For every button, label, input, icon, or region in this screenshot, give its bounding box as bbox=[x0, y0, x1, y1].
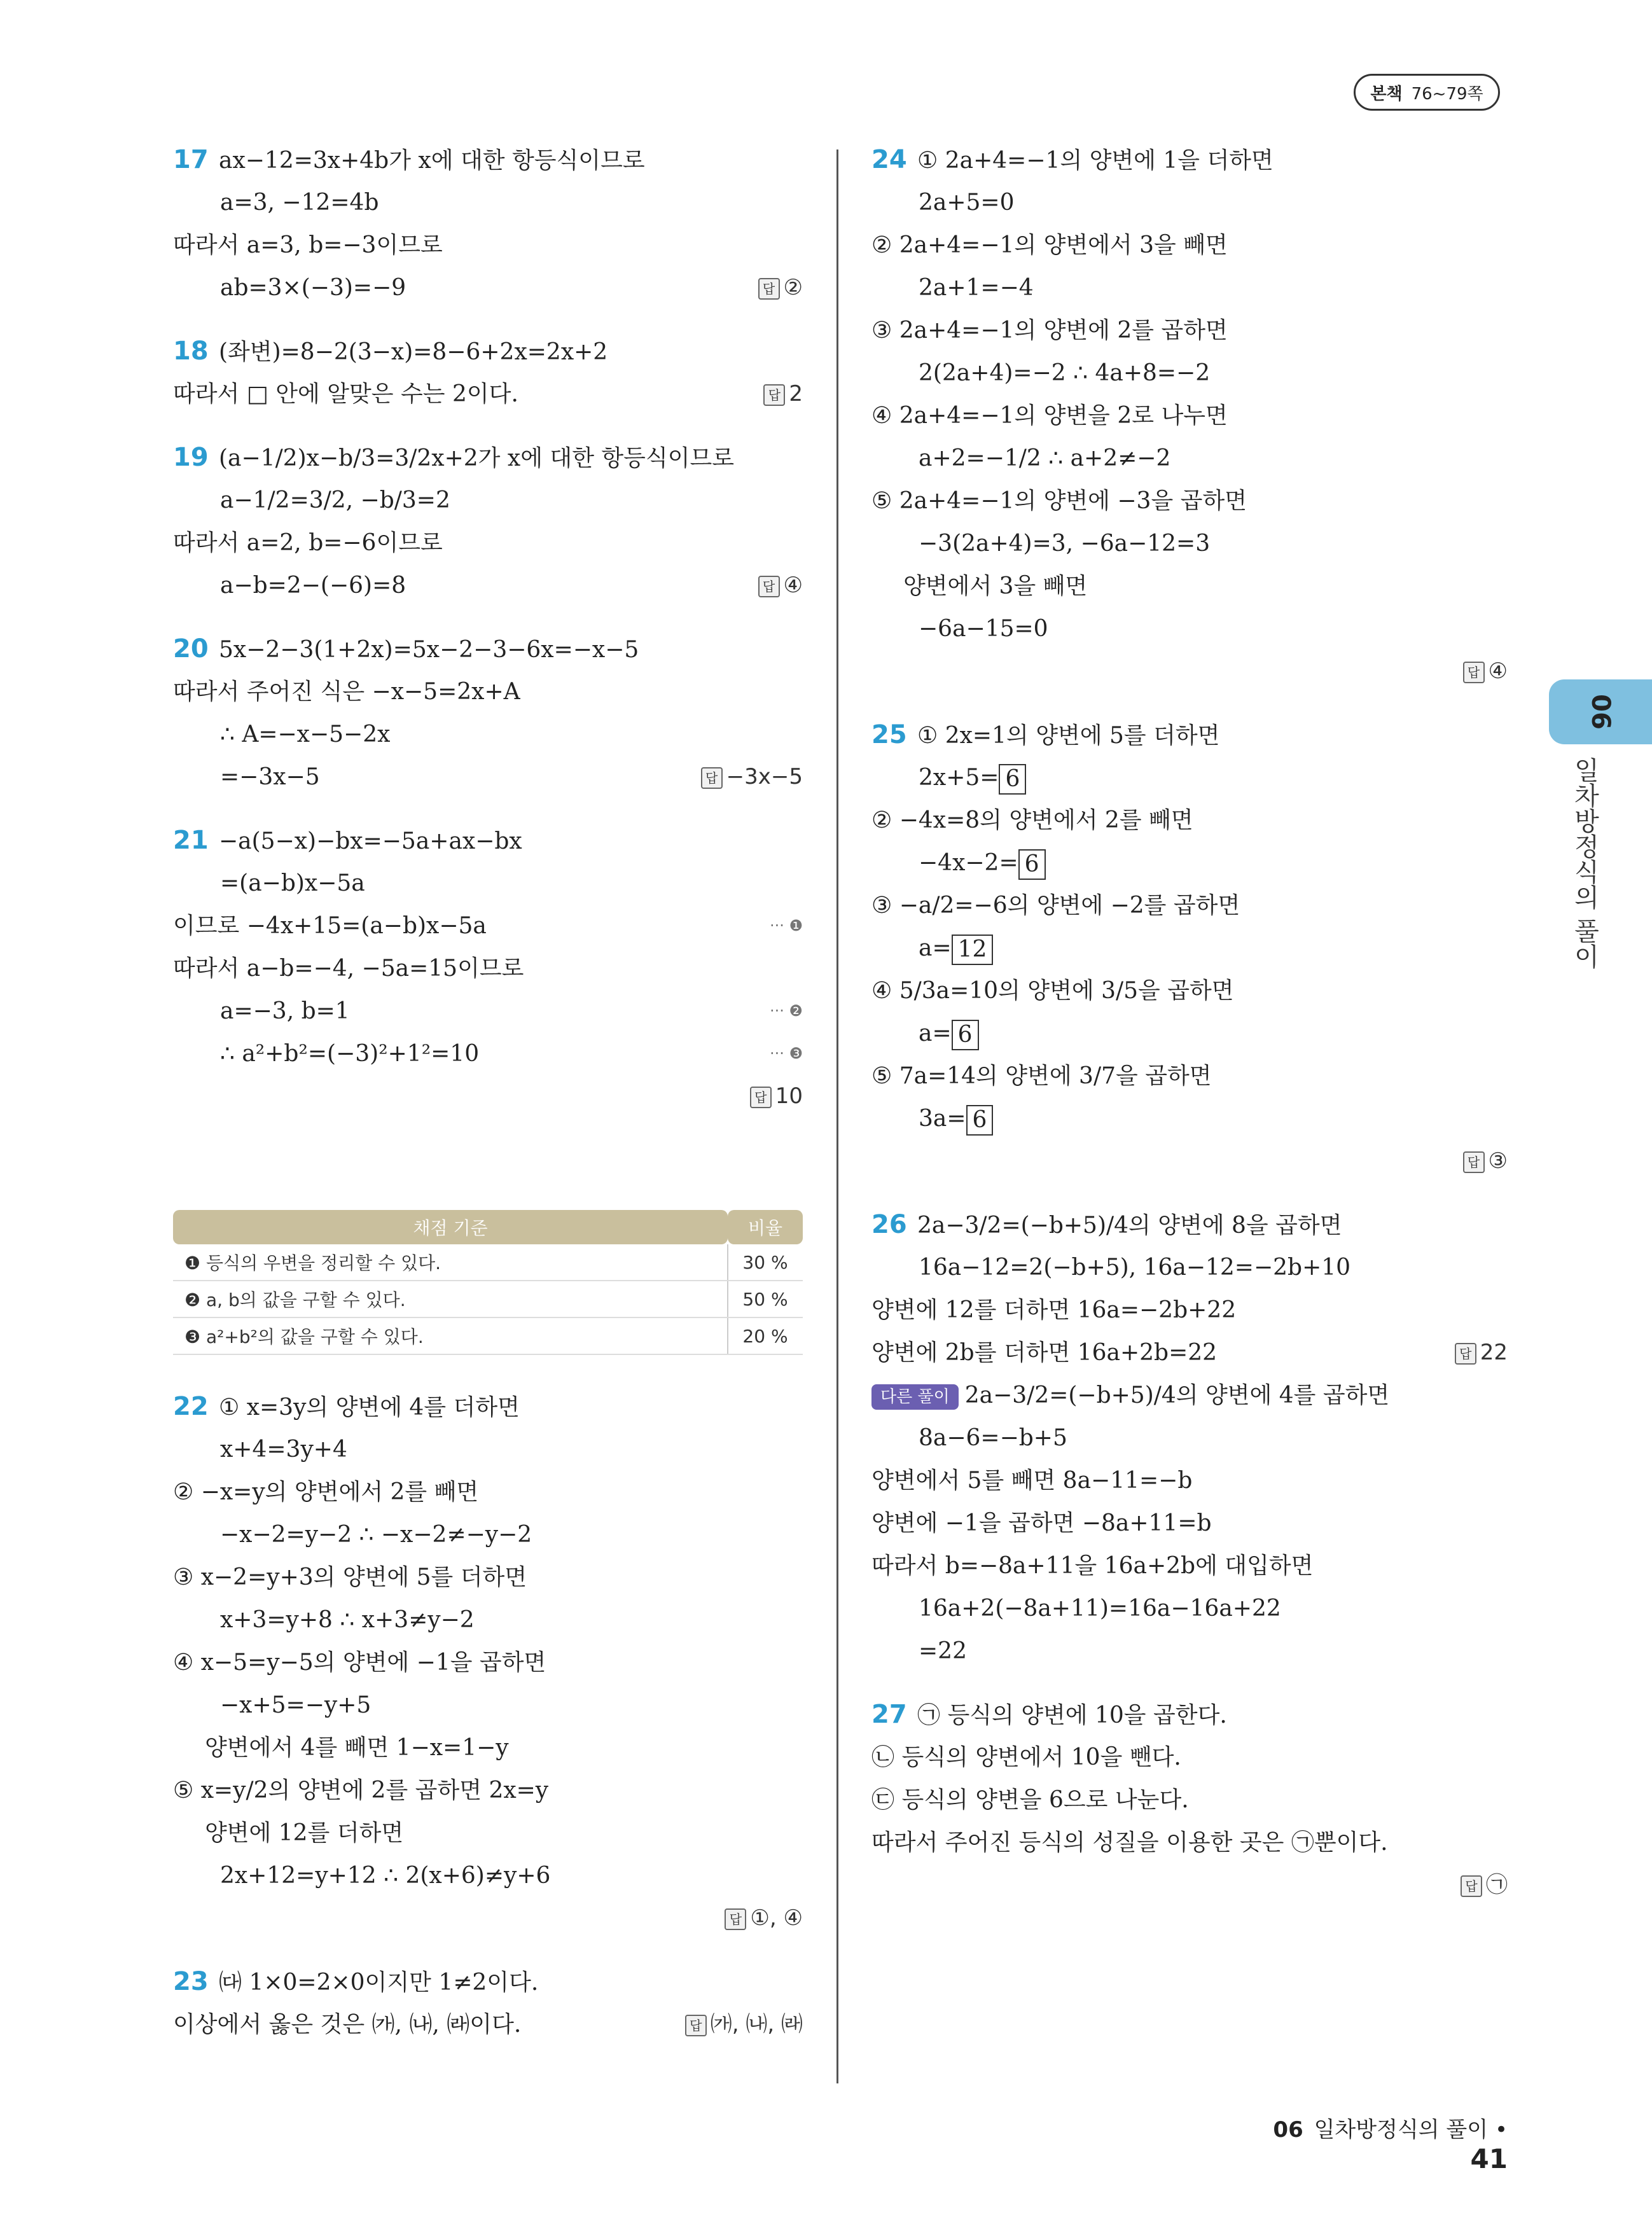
line-text: −4x−2= bbox=[919, 850, 1018, 876]
problem-number: 23 bbox=[173, 1967, 209, 1996]
solution-line bbox=[173, 436, 803, 479]
line-text: 따라서 a=3, b=−3이므로 bbox=[173, 232, 443, 258]
line-text: ㉢ 등식의 양변을 6으로 나눈다. bbox=[871, 1787, 1189, 1813]
line-text: ① x=3y의 양변에 4를 더하면 bbox=[219, 1394, 520, 1421]
answer-value: ④ bbox=[1488, 658, 1508, 684]
line-text: 3a= bbox=[919, 1106, 966, 1132]
solution-line bbox=[871, 1821, 1508, 1864]
line-text: −6a−15=0 bbox=[919, 616, 1048, 642]
solution-line bbox=[173, 267, 803, 309]
line-text: 2x+5= bbox=[919, 765, 999, 791]
solution-line bbox=[871, 756, 1508, 799]
solution-line bbox=[173, 990, 803, 1032]
answer-icon: 답 bbox=[1461, 1875, 1482, 1897]
line-text: ② −x=y의 양변에서 2를 빼면 bbox=[173, 1479, 479, 1505]
side-tab-chapter: 06 bbox=[1585, 694, 1615, 730]
answer-mark bbox=[725, 1897, 803, 1940]
page-reference-badge bbox=[1354, 74, 1500, 111]
chapter-side-tab[interactable] bbox=[1549, 679, 1652, 744]
line-text: a=3, −12=4b bbox=[220, 190, 379, 216]
criteria-ratio: 30 % bbox=[728, 1244, 803, 1281]
badge-pages: 76~79쪽 bbox=[1411, 84, 1483, 104]
line-text: =22 bbox=[919, 1638, 967, 1664]
line-text: a−b=2−(−6)=8 bbox=[220, 573, 406, 599]
criteria-item: ❷ a, b의 값을 구할 수 있다. bbox=[173, 1281, 728, 1317]
line-text: 2a−3/2=(−b+5)/4의 양변에 4를 곱하면 bbox=[964, 1382, 1390, 1408]
criteria-row bbox=[173, 1244, 803, 1281]
step-marker: ··· ❸ bbox=[769, 1045, 803, 1062]
problem-number: 27 bbox=[871, 1700, 907, 1729]
answer-icon: 답 bbox=[763, 384, 785, 406]
line-text: 따라서 a−b=−4, −5a=15이므로 bbox=[173, 956, 524, 982]
criteria-header-item: 채점 기준 bbox=[173, 1210, 728, 1244]
line-text: −x+5=−y+5 bbox=[220, 1692, 371, 1718]
solution-line bbox=[871, 799, 1508, 842]
solution-line bbox=[871, 1012, 1508, 1055]
solution-line bbox=[173, 947, 803, 990]
line-text: 양변에서 4를 빼면 1−x=1−y bbox=[205, 1735, 509, 1761]
answer-value: ③ bbox=[1488, 1148, 1508, 1174]
line-text: 2a+1=−4 bbox=[919, 275, 1034, 301]
line-text: ④ 2a+4=−1의 양변을 2로 나누면 bbox=[871, 403, 1228, 429]
line-text: 2x+12=y+12 ∴ 2(x+6)≠y+6 bbox=[220, 1863, 551, 1889]
solution-line bbox=[173, 756, 803, 798]
solution-line bbox=[173, 1599, 803, 1641]
line-text: a= bbox=[919, 935, 952, 961]
solution-line bbox=[173, 1812, 803, 1854]
solution-line bbox=[871, 1055, 1508, 1097]
solution-line bbox=[871, 1502, 1508, 1545]
line-text: =(a−b)x−5a bbox=[220, 870, 365, 896]
solution-line bbox=[871, 224, 1508, 267]
page-number: 41 bbox=[1470, 2143, 1508, 2174]
solution-line bbox=[871, 1417, 1508, 1459]
line-text: −x−2=y−2 ∴ −x−2≠−y−2 bbox=[220, 1522, 532, 1548]
solution-line bbox=[173, 1727, 803, 1769]
answer-mark bbox=[1463, 650, 1508, 693]
line-text: ③ x−2=y+3의 양변에 5를 더하면 bbox=[173, 1564, 527, 1590]
side-tab-title: 일차방정식의 풀이 bbox=[1570, 757, 1599, 969]
line-text: 따라서 주어진 식은 −x−5=2x+A bbox=[173, 679, 520, 705]
line-text: ⑤ 2a+4=−1의 양변에 −3을 곱하면 bbox=[871, 488, 1247, 514]
line-text: (좌변)=8−2(3−x)=8−6+2x=2x+2 bbox=[219, 339, 608, 365]
line-text: 따라서 주어진 등식의 성질을 이용한 곳은 ㉠뿐이다. bbox=[871, 1830, 1388, 1856]
spacer bbox=[173, 1940, 803, 1961]
solution-line bbox=[871, 394, 1508, 437]
spacer bbox=[871, 1672, 1508, 1693]
solution-line bbox=[871, 480, 1508, 522]
line-text: a+2=−1/2 ∴ a+2≠−2 bbox=[919, 445, 1171, 471]
solution-line bbox=[173, 1854, 803, 1897]
solution-line bbox=[173, 905, 803, 947]
line-text: a=−3, b=1 bbox=[220, 998, 350, 1024]
answer-icon: 답 bbox=[750, 1087, 772, 1108]
solution-line bbox=[871, 1587, 1508, 1630]
line-text: 2a+5=0 bbox=[919, 190, 1015, 216]
criteria-item: ❸ a²+b²의 값을 구할 수 있다. bbox=[173, 1317, 728, 1354]
line-text: 양변에서 5를 빼면 8a−11=−b bbox=[871, 1468, 1193, 1494]
answer-mark bbox=[758, 564, 803, 607]
line-text: 양변에 2b를 더하면 16a+2b=22 bbox=[871, 1340, 1218, 1366]
problem-number: 25 bbox=[871, 720, 907, 749]
solution-line bbox=[173, 1684, 803, 1727]
solution-line bbox=[871, 181, 1508, 224]
line-text: =−3x−5 bbox=[220, 764, 320, 790]
line-text: 양변에 −1을 곱하면 −8a+11=b bbox=[871, 1510, 1212, 1536]
answer-value: ④ bbox=[783, 573, 803, 598]
line-text: ∴ a²+b²=(−3)²+1²=10 bbox=[220, 1041, 480, 1067]
right-column bbox=[871, 139, 1508, 1907]
answer-box: 6 bbox=[1018, 849, 1046, 880]
line-text: ⑤ x=y/2의 양변에 2를 곱하면 2x=y bbox=[173, 1777, 549, 1804]
line-text: x+4=3y+4 bbox=[220, 1436, 347, 1463]
line-text: −a(5−x)−bx=−5a+ax−bx bbox=[219, 828, 522, 854]
solution-line bbox=[871, 970, 1508, 1012]
left-column-lower bbox=[173, 1386, 803, 2046]
column-divider bbox=[836, 149, 838, 2083]
spacer bbox=[173, 798, 803, 819]
badge-label: 본책 bbox=[1370, 84, 1403, 104]
solution-line bbox=[871, 437, 1508, 480]
solution-line bbox=[173, 1513, 803, 1556]
answer-icon: 답 bbox=[701, 767, 723, 789]
footer-chapter: 06 bbox=[1273, 2117, 1303, 2143]
line-text: 8a−6=−b+5 bbox=[919, 1425, 1067, 1451]
answer-mark bbox=[750, 1075, 803, 1118]
solution-line bbox=[871, 1331, 1508, 1374]
line-text: −3(2a+4)=3, −6a−12=3 bbox=[919, 531, 1211, 557]
answer-box: 6 bbox=[952, 1020, 979, 1050]
solution-line bbox=[173, 1428, 803, 1471]
solution-line bbox=[871, 1374, 1508, 1417]
solution-line bbox=[871, 884, 1508, 927]
answer-mark bbox=[1461, 1864, 1508, 1907]
answer-mark bbox=[763, 373, 803, 415]
solution-line bbox=[173, 1897, 803, 1940]
answer-icon: 답 bbox=[758, 278, 780, 300]
solution-line bbox=[871, 1630, 1508, 1672]
line-text: ④ x−5=y−5의 양변에 −1을 곱하면 bbox=[173, 1650, 546, 1676]
problem-number: 18 bbox=[173, 337, 209, 366]
line-text: ∴ A=−x−5−2x bbox=[220, 721, 391, 747]
solution-line bbox=[173, 819, 803, 862]
solution-line bbox=[871, 139, 1508, 181]
problem-number: 22 bbox=[173, 1392, 209, 1421]
solution-line bbox=[871, 1864, 1508, 1907]
solution-line bbox=[173, 1641, 803, 1684]
problem-number: 24 bbox=[871, 145, 907, 174]
problem-number: 19 bbox=[173, 443, 209, 472]
line-text: ab=3×(−3)=−9 bbox=[220, 275, 406, 301]
line-text: (a−1/2)x−b/3=3/2x+2가 x에 대한 항등식이므로 bbox=[219, 445, 735, 471]
criteria-ratio: 20 % bbox=[728, 1317, 803, 1354]
solution-line bbox=[871, 842, 1508, 884]
solution-line bbox=[871, 522, 1508, 565]
answer-box: 12 bbox=[952, 935, 994, 965]
solution-line bbox=[871, 1246, 1508, 1289]
solution-line bbox=[871, 1545, 1508, 1587]
solution-line bbox=[173, 224, 803, 267]
solution-line bbox=[871, 352, 1508, 394]
answer-value: 22 bbox=[1480, 1340, 1508, 1365]
line-text: ② 2a+4=−1의 양변에서 3을 빼면 bbox=[871, 232, 1228, 258]
problem-number: 20 bbox=[173, 634, 209, 664]
solution-line bbox=[871, 1459, 1508, 1502]
solution-line bbox=[173, 2003, 803, 2046]
solution-line bbox=[871, 1779, 1508, 1821]
spacer bbox=[173, 607, 803, 628]
step-marker: ··· ❶ bbox=[769, 917, 803, 935]
answer-mark bbox=[758, 267, 803, 309]
answer-value: ①, ④ bbox=[750, 1905, 803, 1931]
line-text: ③ 2a+4=−1의 양변에 2를 곱하면 bbox=[871, 317, 1228, 344]
solution-line bbox=[871, 1736, 1508, 1779]
answer-icon: 답 bbox=[1463, 1151, 1485, 1173]
answer-icon: 답 bbox=[758, 576, 780, 597]
line-text: 따라서 a=2, b=−6이므로 bbox=[173, 530, 443, 556]
solution-line bbox=[871, 650, 1508, 693]
problem-number: 26 bbox=[871, 1210, 907, 1239]
solution-line bbox=[871, 927, 1508, 970]
solution-line bbox=[173, 1961, 803, 2003]
solution-line bbox=[871, 267, 1508, 309]
solution-line bbox=[173, 1075, 803, 1118]
footer-bullet: • bbox=[1494, 2117, 1508, 2143]
line-text: 양변에서 3을 빼면 bbox=[903, 573, 1088, 599]
line-text: 5x−2−3(1+2x)=5x−2−3−6x=−x−5 bbox=[219, 637, 639, 663]
answer-box: 6 bbox=[966, 1105, 994, 1136]
criteria-item: ❶ 등식의 우변을 정리할 수 있다. bbox=[173, 1244, 728, 1281]
answer-box: 6 bbox=[999, 764, 1026, 795]
solution-line bbox=[173, 628, 803, 671]
spacer bbox=[871, 1183, 1508, 1204]
solution-line bbox=[173, 479, 803, 522]
answer-mark bbox=[685, 2003, 803, 2046]
solution-line bbox=[871, 565, 1508, 608]
solution-line bbox=[173, 564, 803, 607]
line-text: ① 2x=1의 양변에 5를 더하면 bbox=[917, 723, 1220, 749]
answer-icon: 답 bbox=[725, 1908, 746, 1930]
line-text: ㉠ 등식의 양변에 10을 곱한다. bbox=[917, 1702, 1227, 1728]
scoring-criteria-table bbox=[173, 1210, 803, 1355]
line-text: 따라서 □ 안에 알맞은 수는 2이다. bbox=[173, 381, 518, 407]
spacer bbox=[871, 693, 1508, 714]
solution-line bbox=[173, 522, 803, 564]
line-text: ① 2a+4=−1의 양변에 1을 더하면 bbox=[917, 148, 1274, 174]
solution-line bbox=[173, 671, 803, 713]
solution-line bbox=[871, 309, 1508, 352]
spacer bbox=[173, 415, 803, 436]
criteria-header-ratio: 비율 bbox=[728, 1210, 803, 1244]
criteria-ratio: 50 % bbox=[728, 1281, 803, 1317]
solution-line bbox=[871, 1097, 1508, 1140]
line-text: x+3=y+8 ∴ x+3≠y−2 bbox=[220, 1607, 475, 1633]
criteria-row bbox=[173, 1281, 803, 1317]
solution-line bbox=[173, 1471, 803, 1513]
alternate-solution-badge: 다른 풀이 bbox=[871, 1384, 959, 1410]
line-text: a−1/2=3/2, −b/3=2 bbox=[220, 487, 450, 513]
line-text: 따라서 b=−8a+11을 16a+2b에 대입하면 bbox=[871, 1553, 1314, 1579]
solution-line bbox=[871, 1289, 1508, 1331]
problem-number: 21 bbox=[173, 826, 209, 855]
solution-line bbox=[173, 713, 803, 756]
line-text: 양변에 12를 더하면 bbox=[205, 1820, 404, 1846]
answer-icon: 답 bbox=[1463, 662, 1485, 683]
line-text: 이상에서 옳은 것은 ㈎, ㈏, ㈑이다. bbox=[173, 2012, 522, 2038]
solution-line bbox=[871, 1140, 1508, 1183]
line-text: ③ −a/2=−6의 양변에 −2를 곱하면 bbox=[871, 893, 1240, 919]
solution-line bbox=[173, 1556, 803, 1599]
answer-value: 10 bbox=[775, 1083, 803, 1109]
answer-value: ㈎, ㈏, ㈑ bbox=[710, 2012, 803, 2037]
answer-value: ② bbox=[783, 275, 803, 300]
solution-line bbox=[173, 139, 803, 181]
solution-line bbox=[173, 862, 803, 905]
line-text: ㉡ 등식의 양변에서 10을 뺀다. bbox=[871, 1744, 1181, 1770]
answer-value: −3x−5 bbox=[726, 764, 803, 789]
solution-line bbox=[173, 181, 803, 224]
solution-line bbox=[173, 330, 803, 373]
problem-number: 17 bbox=[173, 145, 209, 174]
solution-line bbox=[871, 1693, 1508, 1736]
line-text: 2a−3/2=(−b+5)/4의 양변에 8을 곱하면 bbox=[917, 1213, 1342, 1239]
page-footer bbox=[1260, 2112, 1508, 2174]
answer-mark bbox=[1463, 1140, 1508, 1183]
answer-mark bbox=[1455, 1331, 1508, 1374]
line-text: ⑤ 7a=14의 양변에 3/7을 곱하면 bbox=[871, 1063, 1212, 1089]
line-text: 16a+2(−8a+11)=16a−16a+22 bbox=[919, 1595, 1281, 1622]
solution-line bbox=[871, 1204, 1508, 1246]
line-text: 2(2a+4)=−2 ∴ 4a+8=−2 bbox=[919, 360, 1211, 386]
line-text: ㈐ 1×0=2×0이지만 1≠2이다. bbox=[219, 1970, 539, 1996]
criteria-row bbox=[173, 1317, 803, 1354]
answer-value: ㉠ bbox=[1486, 1872, 1508, 1898]
solution-line bbox=[173, 1769, 803, 1812]
solution-line bbox=[871, 714, 1508, 756]
answer-value: 2 bbox=[789, 381, 803, 407]
line-text: a= bbox=[919, 1020, 952, 1046]
footer-title: 일차방정식의 풀이 bbox=[1314, 2117, 1489, 2143]
line-text: ④ 5/3a=10의 양변에 3/5을 곱하면 bbox=[871, 978, 1234, 1004]
line-text: ax−12=3x+4b가 x에 대한 항등식이므로 bbox=[219, 148, 645, 174]
line-text: 이므로 −4x+15=(a−b)x−5a bbox=[173, 913, 487, 939]
answer-mark bbox=[701, 756, 803, 798]
line-text: 16a−12=2(−b+5), 16a−12=−2b+10 bbox=[919, 1255, 1351, 1281]
solution-line bbox=[173, 1386, 803, 1428]
solution-line bbox=[173, 373, 803, 415]
line-text: 양변에 12를 더하면 16a=−2b+22 bbox=[871, 1297, 1237, 1323]
solution-line bbox=[871, 608, 1508, 650]
answer-icon: 답 bbox=[685, 2015, 707, 2036]
solution-line bbox=[173, 1032, 803, 1075]
answer-icon: 답 bbox=[1455, 1343, 1476, 1365]
line-text: ② −4x=8의 양변에서 2를 빼면 bbox=[871, 807, 1193, 833]
left-column bbox=[173, 139, 803, 1118]
step-marker: ··· ❷ bbox=[769, 1002, 803, 1020]
spacer bbox=[173, 309, 803, 330]
